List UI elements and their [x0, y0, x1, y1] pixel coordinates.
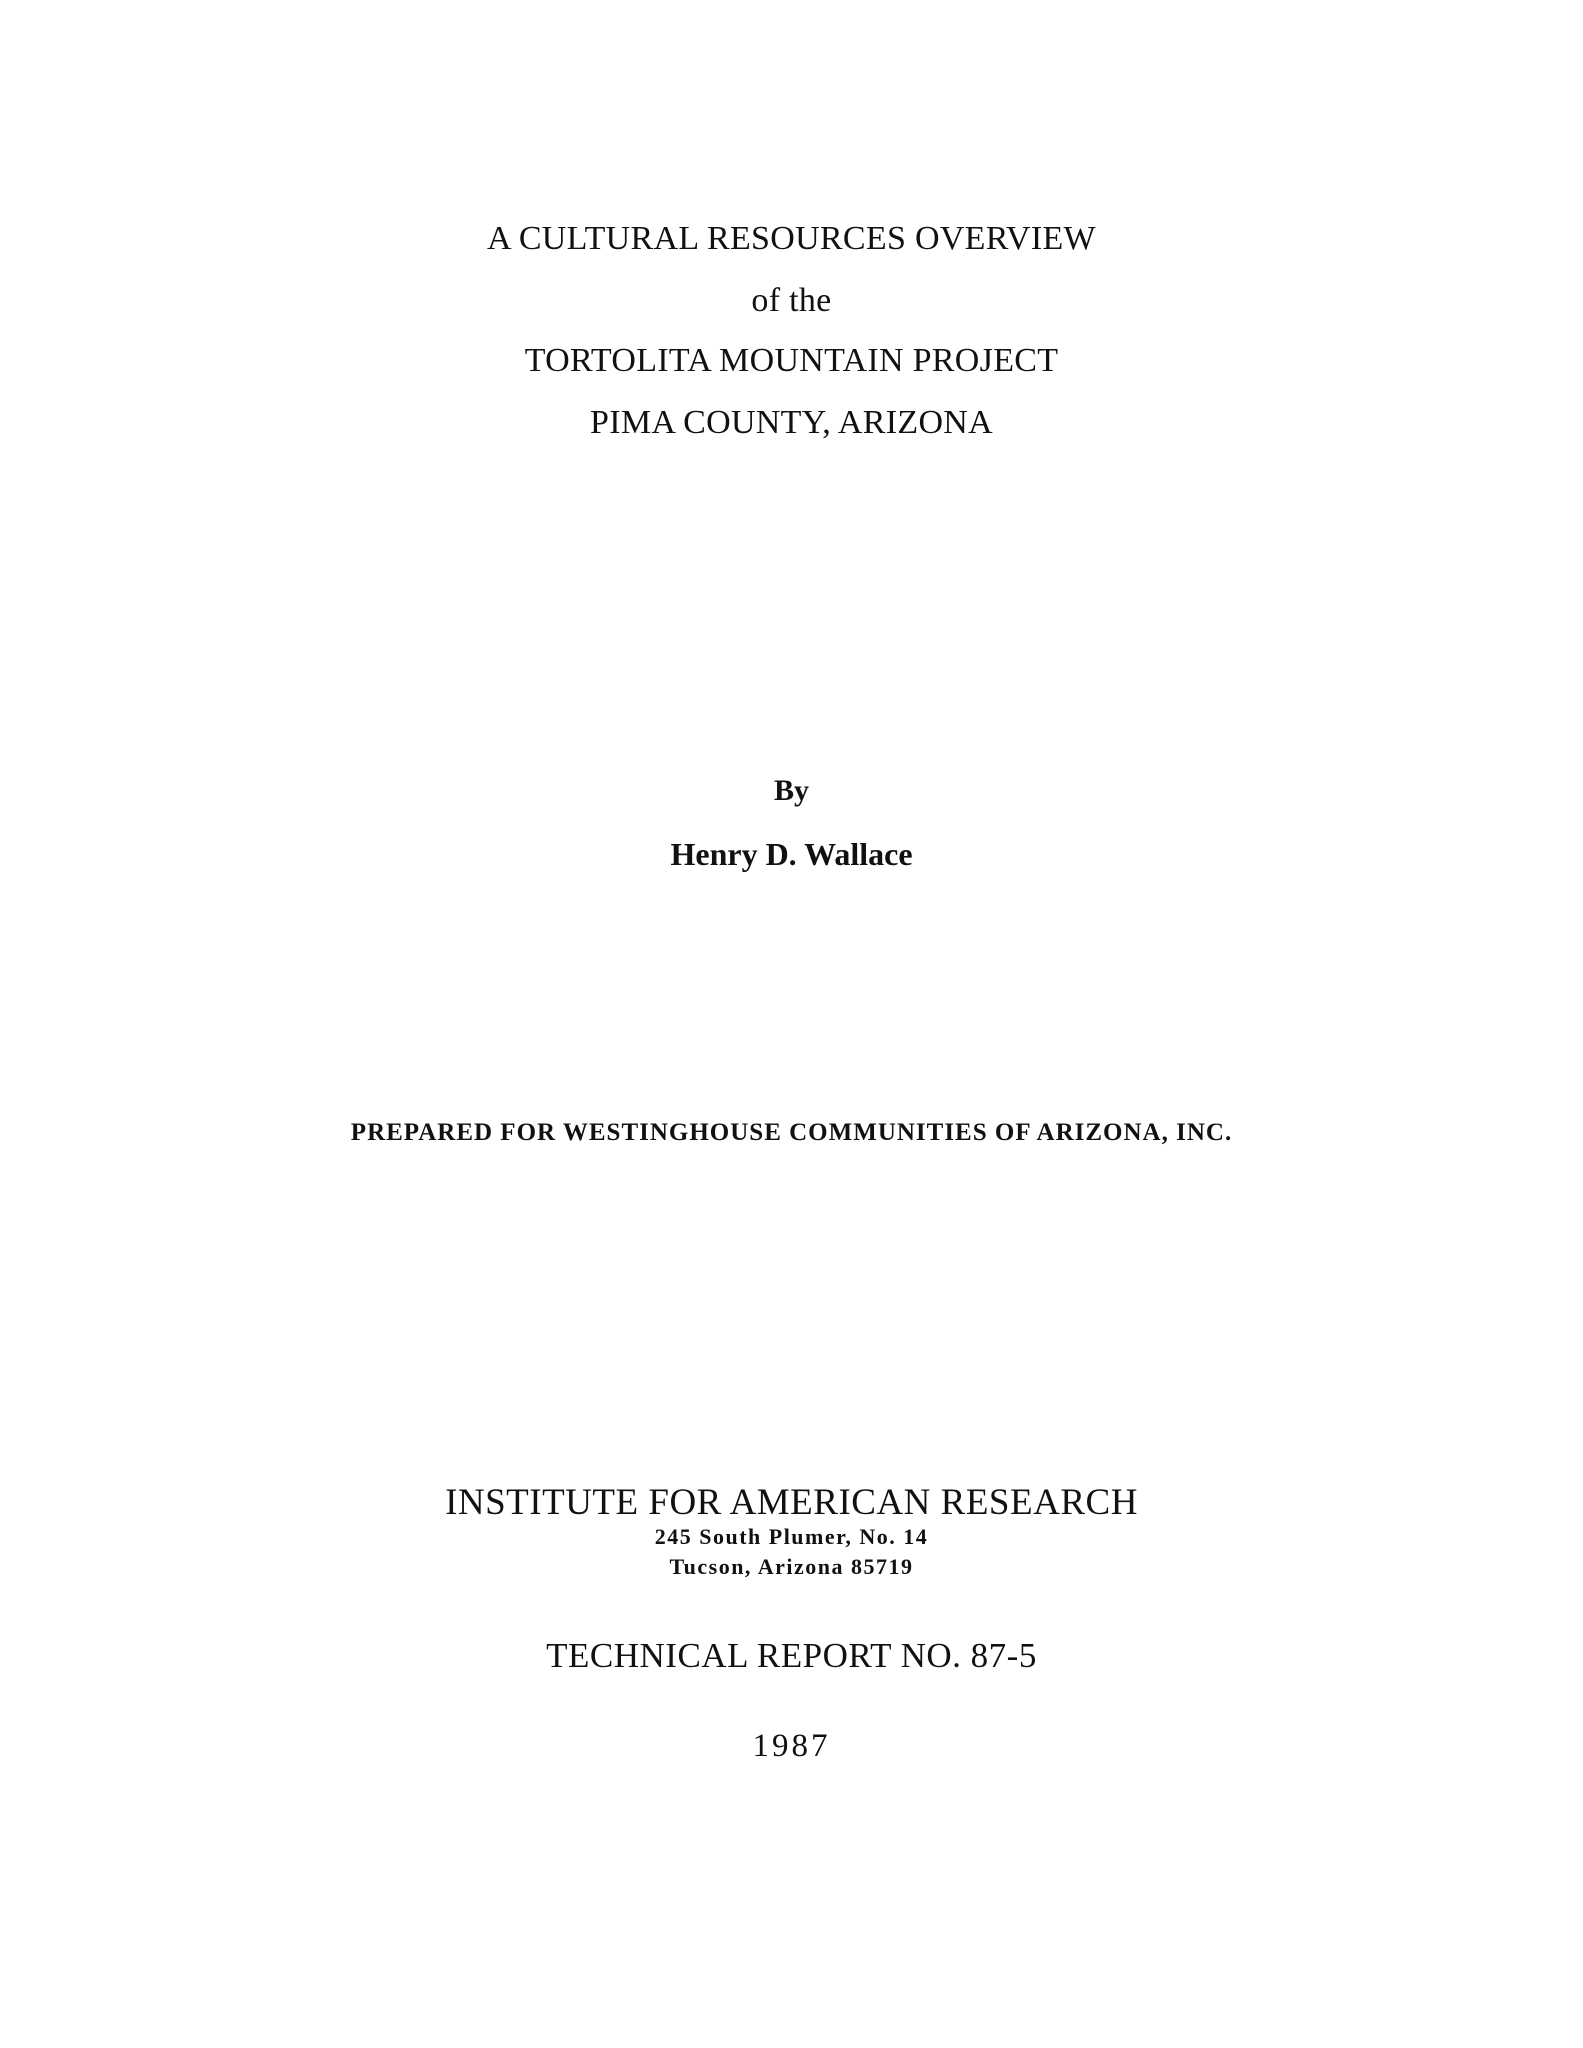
title-line-4: PIMA COUNTY, ARIZONA: [589, 404, 994, 441]
publisher-name: INSTITUTE FOR AMERICAN RESEARCH: [445, 1482, 1138, 1523]
publisher-address-line-1: 245 South Plumer, No. 14: [654, 1524, 929, 1549]
report-number: TECHNICAL REPORT NO. 87-5: [546, 1636, 1037, 1675]
prepared-for: PREPARED FOR WESTINGHOUSE COMMUNITIES OF ARIZONA, INC.: [350, 1119, 1233, 1146]
by-label: By: [773, 774, 809, 807]
publication-year: 1987: [752, 1728, 831, 1764]
author-name: Henry D. Wallace: [670, 836, 913, 872]
title-line-1: A CULTURAL RESOURCES OVERVIEW: [487, 220, 1096, 257]
title-line-2: of the: [751, 282, 832, 319]
title-line-3: TORTOLITA MOUNTAIN PROJECT: [524, 342, 1059, 379]
publisher-address-line-2: Tucson, Arizona 85719: [669, 1554, 914, 1579]
